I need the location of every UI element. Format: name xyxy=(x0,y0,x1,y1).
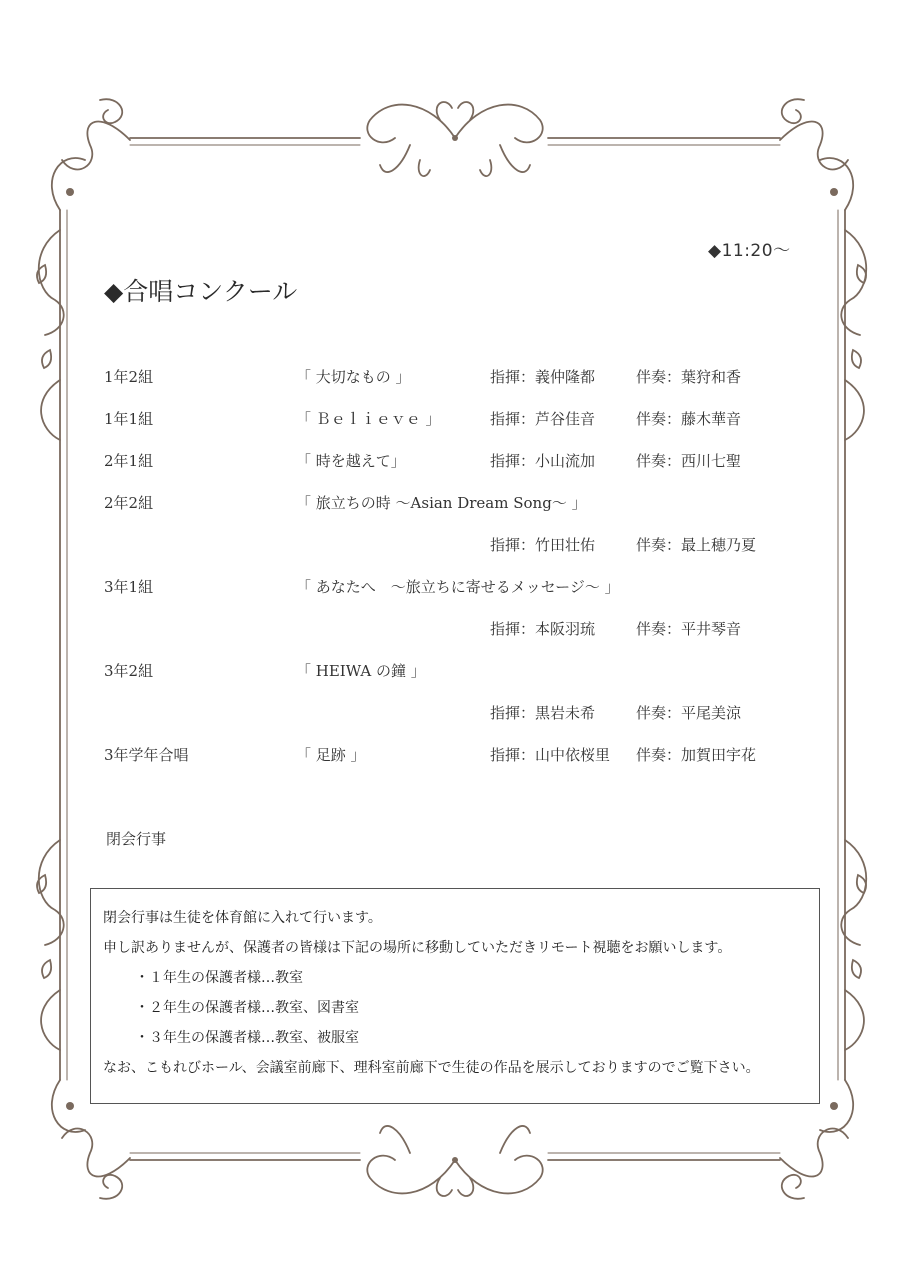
class-name: 1年2組 xyxy=(104,368,154,386)
conductor: 指揮：竹田壮佑 xyxy=(490,536,596,554)
class-name: 2年2組 xyxy=(104,494,154,512)
accompanist: 伴奏：西川七聖 xyxy=(636,452,742,470)
song-title: 「 HEIWA の鐘 」 xyxy=(296,662,426,680)
accompanist: 伴奏：平尾美涼 xyxy=(636,704,742,722)
song-title: 「 足跡 」 xyxy=(296,746,366,764)
class-name: 3年2組 xyxy=(104,662,154,680)
page-title: ◆合唱コンクール xyxy=(104,277,298,306)
class-name: 3年学年合唱 xyxy=(104,746,189,764)
conductor: 指揮：黒岩未希 xyxy=(490,704,596,722)
start-time: ◆11:20～ xyxy=(708,241,791,261)
conductor: 指揮：義仲隆都 xyxy=(490,368,596,386)
notice-bullet: ・３年生の保護者様…教室、被服室 xyxy=(135,1030,359,1046)
accompanist: 伴奏：平井琴音 xyxy=(636,620,742,638)
notice-footer: なお、こもれびホール、会議室前廊下、理科室前廊下で生徒の作品を展示しておりますのでご覧下さい。 xyxy=(103,1060,760,1076)
song-title: 「 時を越えて」 xyxy=(296,452,406,470)
closing-heading: 閉会行事 xyxy=(106,830,167,848)
accompanist: 伴奏：加賀田宇花 xyxy=(636,746,757,764)
class-name: 3年1組 xyxy=(104,578,154,596)
song-title: 「 Ｂｅｌｉｅｖｅ 」 xyxy=(296,410,441,428)
notice-bullet: ・２年生の保護者様…教室、図書室 xyxy=(135,1000,359,1016)
song-title: 「 旅立ちの時 ～Asian Dream Song～ 」 xyxy=(296,494,587,512)
class-name: 1年1組 xyxy=(104,410,154,428)
conductor: 指揮：本阪羽琉 xyxy=(490,620,596,638)
conductor: 指揮：芦谷佳音 xyxy=(490,410,596,428)
notice-bullet: ・１年生の保護者様…教室 xyxy=(135,970,303,986)
accompanist: 伴奏：藤木華音 xyxy=(636,410,742,428)
closing-notice-box xyxy=(90,888,820,1104)
notice-line: 閉会行事は生徒を体育館に入れて行います。 xyxy=(103,910,382,926)
song-title: 「 あなたへ ～旅立ちに寄せるメッセージ～ 」 xyxy=(296,578,620,596)
conductor: 指揮：小山流加 xyxy=(490,452,596,470)
class-name: 2年1組 xyxy=(104,452,154,470)
notice-line: 申し訳ありませんが、保護者の皆様は下記の場所に移動していただきリモート視聴をお願いします。 xyxy=(103,940,732,956)
accompanist: 伴奏：最上穂乃夏 xyxy=(636,536,757,554)
conductor: 指揮：山中依桜里 xyxy=(490,746,611,764)
song-title: 「 大切なもの 」 xyxy=(296,368,411,386)
accompanist: 伴奏：葉狩和香 xyxy=(636,368,742,386)
